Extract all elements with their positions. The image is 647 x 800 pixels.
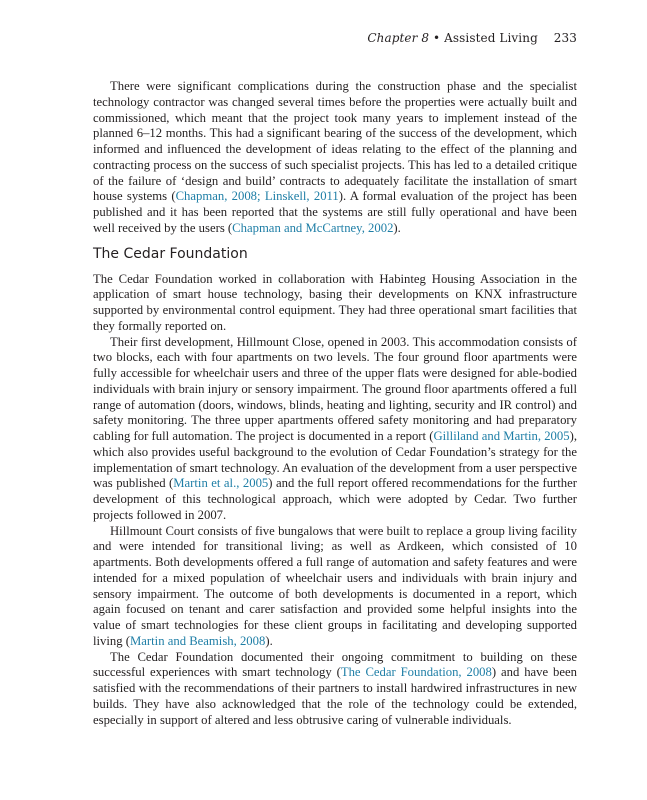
page-number: 233	[553, 31, 577, 45]
citation-link[interactable]: The Cedar Foundation, 2008	[340, 665, 492, 680]
citation-link[interactable]: Martin et al., 2005	[173, 476, 269, 491]
citation-link[interactable]: Gilliland and Martin, 2005	[433, 429, 570, 443]
section-heading: The Cedar Foundation	[93, 245, 248, 262]
paragraph-text: Their first development, Hillmount Close, opened in 2003. This accommodation consists of two blocks, each with four apartments on two levels. The four ground floor apartments were fully accessible for wheelchair users and three of the upper flats were designed for able-bodied individuals with brain injury or sensory impairment. The ground floor apartments offered a full range of automation (doors, windows, blinds, heating and lighting, security and IR control) and safety monitoring. The three upper apartments offered safety monitoring and had preparatory cabling for full automation. The project is documented in a report (	[93, 334, 577, 443]
running-header	[367, 31, 577, 45]
paragraph-text: There were significant complications during the construction phase and the specialist technology contractor was changed several times before the properties were actually built and commissioned, which meant that the project took many years to implement instead of the planned 6–12 months. This had a significant bearing of the success of the development, which informed and influenced the development of ideas relating to the effect of the planning and contracting process on the success of such specialist projects. This has led to a detailed critique of the failure of ‘design and build’ contracts to adequately facilitate the installation of smart house systems (	[93, 79, 577, 204]
paragraph-text: ).	[393, 220, 401, 235]
paragraph-text: The Cedar Foundation worked in collaboration with Habinteg Housing Association in the application of smart house technology, basing their developments on KNX infrastructure supported by environmental control equipment. They had three operational smart facilities that they formally reported on.	[93, 271, 577, 333]
header-bullet: •	[433, 31, 441, 45]
paragraph-text: The Cedar Foundation documented their ongoing commitment to building on these successful experiences with smart technology (	[93, 649, 577, 680]
paragraph-intro	[93, 272, 577, 335]
paragraph-text: ).	[265, 633, 273, 648]
paragraph-text: Hillmount Court consists of five bungalows that were built to replace a group living facility and were intended for transitional living; as well as Ardkeen, which consisted of 10 apartments. Both developments offered a full range of automation and safety features and were intended for a mixed population of wheelchair users and individuals with brain injury and sensory impairment. The outcome of both developments is documented in a report, which again focused on tenant and carer satisfaction and provided some helpful insights into the value of smart technologies for these client groups in facilitating and developing supported living (	[93, 523, 577, 648]
citation-link[interactable]: Chapman, 2008; Linskell, 2011	[175, 189, 339, 204]
paragraph-text: ) and have been satisfied with the recommendations of their partners to install hardwired infrastructures in new builds. They have also acknowledged that the role of the technology could be extended, especially in support of altered and less obtrusive caring of vulnerable individuals.	[93, 665, 577, 727]
paragraph-construction	[93, 79, 577, 237]
chapter-label: Chapter 8	[367, 31, 430, 45]
citation-link[interactable]: Chapman and McCartney, 2002	[232, 220, 394, 235]
paragraph-text: ) and the full report offered recommendations for the further development of this technological approach, which were adopted by Cedar. Two further projects followed in 2007.	[93, 476, 577, 522]
paragraph-text: ). A formal evaluation of the project has been published and it has been reported that the systems are still fully operational and have been well received by the users (	[93, 189, 577, 235]
paragraph-commitment	[93, 650, 577, 729]
body-text	[93, 79, 577, 728]
chapter-title: Assisted Living	[444, 31, 538, 45]
paragraph-text: ), which also provides useful background to the evolution of Cedar Foundation’s strategy for the implementation of smart technology. An evaluation of the development from a user perspective was published (	[93, 429, 577, 491]
paragraph-hillmount-court	[93, 524, 577, 650]
paragraph-hillmount-close	[93, 335, 577, 524]
citation-link[interactable]: Martin and Beamish, 2008	[130, 633, 266, 648]
